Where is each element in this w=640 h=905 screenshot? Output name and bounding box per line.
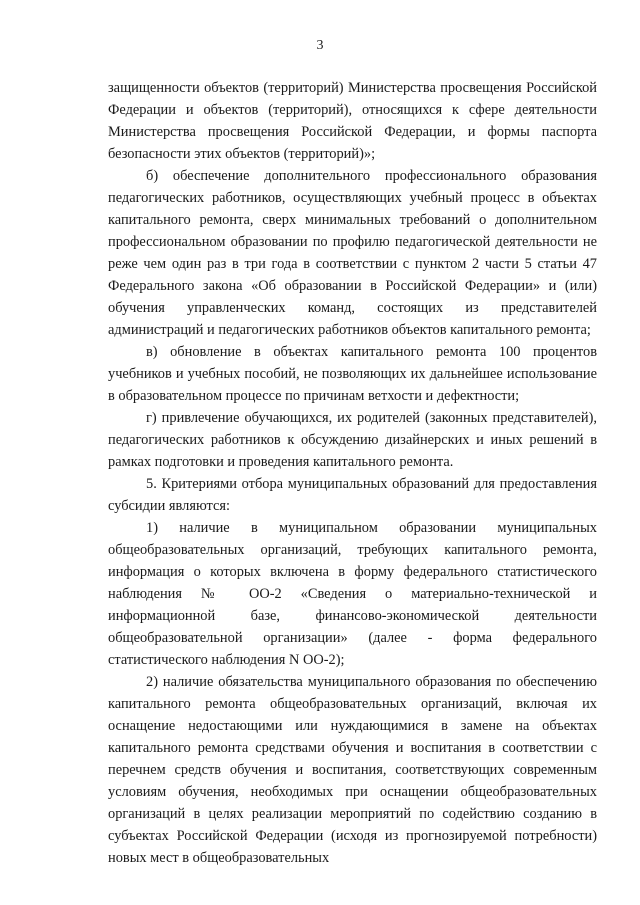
- document-body: [108, 77, 597, 869]
- paragraph-item-v: в) обновление в объектах капитального ремонта 100 процентов учебников и учебных пособий, не позволяющих их дальнейшее использование в образовательном процессе по причинам ветхости и дефектности;: [108, 344, 597, 404]
- paragraph-criterion-1: 1) наличие в муниципальном образовании муниципальных общеобразовательных организаций, требующих капитального ремонта, информация о которых включена в форму федерального статистического наблюдения № ОО-2 «Сведения о материально-технической и информационной базе, финансово-экономической деятельности общеобразовательной организации» (далее - форма федерального статистического наблюдения N ОО-2);: [108, 520, 597, 668]
- paragraph-clause-5: 5. Критериями отбора муниципальных образований для предоставления субсидии являются:: [108, 476, 597, 514]
- paragraph-item-g: г) привлечение обучающихся, их родителей (законных представителей), педагогических работников к обсуждению дизайнерских и иных решений в рамках подготовки и проведения капитального ремонта.: [108, 410, 597, 470]
- paragraph-continuation: защищенности объектов (территорий) Министерства просвещения Российской Федерации и объектов (территорий), относящихся к сфере деятельности Министерства просвещения Российской Федерации, и формы паспорта безопасности этих объектов (территорий)»;: [108, 80, 597, 162]
- paragraph-criterion-2: 2) наличие обязательства муниципального образования по обеспечению капитального ремонта общеобразовательных организаций, включая их оснащение недостающими или нуждающимися в замене на объектах капитального ремонта средствами обучения и воспитания в соответствии с перечнем средств обучения и воспитания, соответствующих современным условиям обучения, необходимых при оснащении общеобразовательных организаций в целях реализации мероприятий по содействию созданию в субъектах Российской Федерации (исходя из прогнозируемой потребности) новых мест в общеобразовательных: [108, 674, 597, 866]
- page-number: 3: [316, 38, 324, 53]
- paragraph-item-b: б) обеспечение дополнительного профессионального образования педагогических работников, осуществляющих учебный процесс в объектах капитального ремонта, сверх минимальных требований о дополнительном профессиональном образовании по профилю педагогической деятельности не реже чем один раз в три года в соответствии с пунктом 2 части 5 статьи 47 Федерального закона «Об образовании в Российской Федерации» и (или) обучения управленческих команд, состоящих из представителей администраций и педагогических работников объектов капитального ремонта;: [108, 168, 597, 338]
